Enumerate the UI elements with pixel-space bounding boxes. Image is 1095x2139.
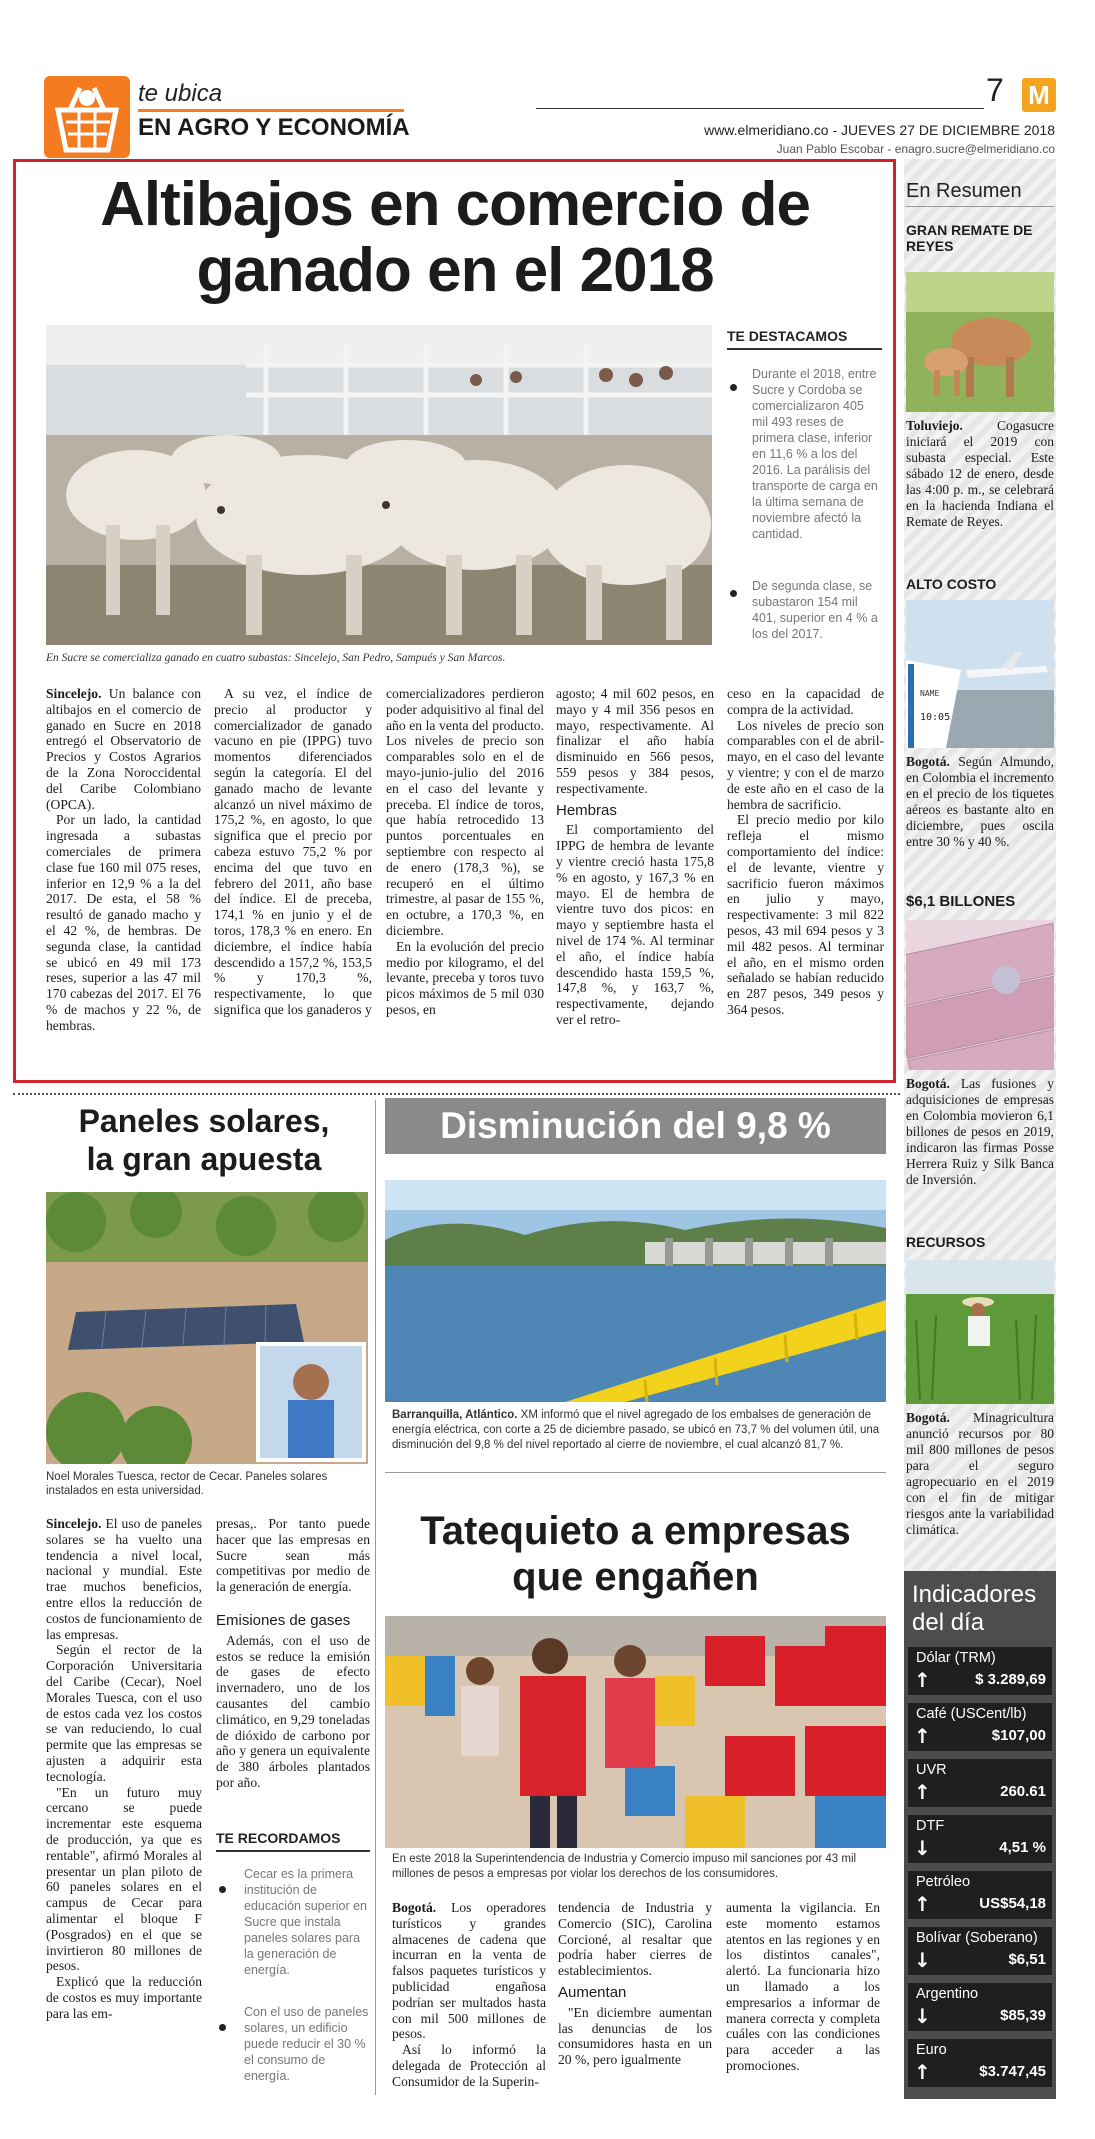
toy-store-photo xyxy=(385,1616,886,1848)
paragraph: Por un lado, la cantidad ingresada a subastas comerciales de primera clase fue 160 mil 075 reses, inferior en 12,9 % a la del 2017. De esta, el 58 % resultó de ganado macho y el 42 %, de hembras. De segunda clase, la cantidad se ubicó en 49 mil 173 reses, superior a las 47 mil 170 cabezas del 2017. El 76 % de machos y 22 %, de hembras. xyxy=(46,812,201,1033)
dateline-lead: Bogotá. xyxy=(906,1076,950,1091)
summary-head-1: GRAN REMATE DE REYES xyxy=(906,222,1033,254)
paragraph: Cogasucre iniciará el 2019 con subasta especial. Este sábado 12 de enero, desde las 4:00 p. m., se celebrará en la hacienda Indiana el Remate de Reyes. xyxy=(906,418,1054,529)
sic-column-1 xyxy=(392,1900,546,2090)
headline-line: que engañen xyxy=(512,1555,759,1599)
solar-caption: Noel Morales Tuesca, rector de Cecar. Paneles solares instalados en esta universidad. xyxy=(46,1471,328,1497)
bullet-dot xyxy=(730,384,737,391)
reservoir-caption xyxy=(392,1408,880,1453)
summary-text-2 xyxy=(906,754,1054,850)
dateline-lead: Bogotá. xyxy=(906,754,950,769)
arrow-up-icon: ↑ xyxy=(914,1724,931,1748)
headline-line: la gran apuesta xyxy=(86,1141,322,1177)
bullet-dot xyxy=(219,2024,226,2031)
paragraph: XM informó que el nivel agregado de los embalses de generación de energía eléctrica, con corte a 25 de diciembre pasado, se ubicó en 73,7 % del volumen útil, una disminución del 9,8 % del nivel reportado al cierre de noviembre, el cual alcanzó 81,7 %. xyxy=(392,1409,880,1451)
paragraph: Un balance con altibajos en el comercio de ganado en Sucre en 2018 entregó el Observatorio de Precios y Costos Agrarios de la Zona Noroccidental del Caribe Colombiano (OPCA). xyxy=(46,686,201,812)
main-column-3 xyxy=(386,686,544,1018)
subhead-aumentan: Aumentan xyxy=(558,1983,627,2001)
indicator-name: Petróleo xyxy=(916,1874,971,1890)
dateline-lead: Sincelejo. xyxy=(46,686,102,701)
header-rule xyxy=(536,108,984,109)
paragraph: A su vez, el índice de precio al productor y comercializador de ganado vacuno en pie (IPPG) tuvo momentos diferenciados según la categoría. El del ganado macho de levante alcanzó un nivel máximo de 175,2 %, en agosto, lo que significa que el precio por cabeza estuvo 75,2 % por encima del que tuvo en febrero del 2011, año base del índice. El de preceba, 174,1 % en junio y el de toros, 178,3 % en enero. En diciembre, el índice había descendido a 157,2 %, 153,5 % y 170,3 %, respectivamente, lo que significa que los ganaderos y xyxy=(214,686,372,1017)
subhead-hembras: Hembras xyxy=(556,801,617,819)
brand-logo: M xyxy=(1022,78,1056,112)
paragraph: aumenta la vigilancia. En este momento estamos atentos en las regiones y en los distintos canales", alertó. La funcionaria hizo un llamado a los empresarios a informar de manera correcta y completa cuáles con las condiciones para acceder a las promociones. xyxy=(726,1900,880,2073)
indicator-row-cafe xyxy=(908,1703,1052,1751)
section-divider xyxy=(13,1093,900,1095)
reservoir-photo xyxy=(385,1180,886,1402)
main-column-5 xyxy=(727,686,884,1018)
arrow-down-icon: ↓ xyxy=(914,2004,931,2028)
reservoir-banner: Disminución del 9,8 % xyxy=(385,1098,886,1154)
paragraph: Así lo informó la delegada de Protección al Consumidor de la Superin- xyxy=(392,2042,546,2089)
paragraph: El precio medio por kilo refleja el mismo comportamiento del índice: el de levante, vientre y sacrificio fueron máximos en julio y mayo, respectivamente: 3 mil 822 pesos, 43 mil 694 pesos y 3 mil 482 pesos. Al terminar el año, en el mismo orden señalado se habían reducido en 287 pesos, 349 pesos y 364 pesos. xyxy=(727,812,884,1017)
paragraph: Según el rector de la Corporación Universitaria del Caribe (Cecar), Noel Morales Tuesca, con el uso de estos cada vez los costos se van reduciendo, lo cual permite que las empresas se ajusten a adquirir esta tecnología. xyxy=(46,1642,202,1784)
main-column-4 xyxy=(556,686,714,1028)
solar-column-2 xyxy=(216,1516,370,1791)
headline-line: Paneles solares, xyxy=(78,1103,330,1139)
indicator-row-argentino xyxy=(908,1983,1052,2031)
svg-text:10:05: 10:05 xyxy=(920,712,951,723)
indicator-row-uvr xyxy=(908,1759,1052,1807)
arrow-down-icon: ↓ xyxy=(914,1948,931,1972)
paragraph: Explicó que la reducción de costos es muy importante para las em- xyxy=(46,1974,202,2021)
main-column-2 xyxy=(214,686,372,1018)
indicator-row-euro xyxy=(908,2039,1052,2087)
column-rule xyxy=(375,1100,376,2095)
sic-headline xyxy=(385,1508,886,1600)
dateline-lead: Sincelejo. xyxy=(46,1516,102,1531)
dateline-lead: Bogotá. xyxy=(392,1900,437,1915)
solar-panels-photo xyxy=(46,1192,368,1464)
indicator-name: UVR xyxy=(916,1762,947,1778)
sic-caption: En este 2018 la Superintendencia de Industria y Comercio impuso mil sanciones por 43 mil millones de pesos a empresas por violar los derechos de los consumidores. xyxy=(392,1853,857,1880)
arrow-up-icon: ↑ xyxy=(914,1668,931,1692)
indicator-name: Euro xyxy=(916,2042,947,2058)
sidebar-rule xyxy=(906,206,1054,207)
ticket-text: NAME xyxy=(920,689,940,698)
indicator-name: Bolívar (Soberano) xyxy=(916,1930,1038,1946)
solar-headline xyxy=(40,1102,368,1178)
paragraph: Minagricultura anunció recursos por 80 mil 800 millones de pesos para el seguro agropecuario en el 2019 con el fin de mitigar riesgos ante la variabilidad climática. xyxy=(906,1410,1054,1537)
sic-column-3 xyxy=(726,1900,880,2074)
destacamos-rule xyxy=(727,348,882,350)
summary-head-4: RECURSOS xyxy=(906,1234,986,1250)
bullet-dot xyxy=(219,1886,226,1893)
destacamos-item-1: Durante el 2018, entre Sucre y Cordoba se comercializaron 405 mil 493 reses de primera clase, inferior en 11,6 % a los del 2016. La parálisis del transporte de carga en la última semana de noviembre afectó la cantidad. xyxy=(752,367,878,541)
paragraph: Según Almundo, en Colombia el incremento en el precio de los tiquetes aéreos es bastante alto en diciembre, pues oscila entre 30 % y 40 %. xyxy=(906,754,1054,849)
solar-column-1 xyxy=(46,1516,202,2022)
byline: Juan Pablo Escobar - enagro.sucre@elmeridiano.co xyxy=(776,142,1055,156)
indicator-row-petroleo xyxy=(908,1871,1052,1919)
paragraph: ceso en la capacidad de compra de la actividad. xyxy=(727,686,884,717)
paragraph: El comportamiento del IPPG de hembra de levante y vientre creció hasta 175,8 % en agosto, y 167,3 % en mayo. El de hembra de vientre tuvo dos picos: en mayo y septiembre hasta el nivel de 174 %. Al terminar el año, el índice había descendido hasta 159,5 %, 147,8 %, y 163,7 %, respectivamente, dejando ver el retro- xyxy=(556,822,714,1027)
paragraph: En la evolución del precio medio por kilogramo, el del levante, preceba y toros tuvo picos máximos de 5 mil 030 pesos, en xyxy=(386,938,544,1017)
indicator-row-bolivar xyxy=(908,1927,1052,1975)
subhead-emisiones: Emisiones de gases xyxy=(216,1611,351,1629)
recordamos-rule xyxy=(216,1850,370,1852)
sidebar-title: En Resumen xyxy=(906,180,1022,202)
destacamos-item-2: De segunda clase, se subastaron 154 mil 401, superior en 4 % a los del 2017. xyxy=(752,579,878,641)
indicator-name: Argentino xyxy=(916,1986,979,2002)
paragraph: presas,. Por tanto puede hacer que las empresas en Sucre sean más competitivas por medio de la generación de energía. xyxy=(216,1516,370,1595)
indicator-row-dtf xyxy=(908,1815,1052,1863)
bullet-dot xyxy=(730,590,737,597)
arrow-up-icon: ↑ xyxy=(914,2060,931,2084)
indicator-value: 4,51 % xyxy=(999,1839,1046,1856)
indicator-value: $85,39 xyxy=(1000,2007,1046,2024)
paragraph: Los niveles de precio son comparables con el de abril-mayo, en el caso del levante y vientre; y con el de marzo de este año en el caso de la hembra de sacrificio. xyxy=(727,717,884,812)
indicator-name: DTF xyxy=(916,1818,945,1834)
indicator-value: $ 3.289,69 xyxy=(975,1671,1046,1688)
dateline: www.elmeridiano.co - JUEVES 27 DE DICIEMBRE 2018 xyxy=(704,122,1055,138)
recordamos-title: TE RECORDAMOS xyxy=(216,1830,341,1846)
indicator-value: $6,51 xyxy=(1008,1951,1046,1968)
arrow-up-icon: ↑ xyxy=(914,1892,931,1916)
indicator-name: Café (USCent/lb) xyxy=(916,1706,1027,1722)
indicator-name: Dólar (TRM) xyxy=(916,1650,996,1666)
summary-text-3 xyxy=(906,1076,1054,1188)
dateline-lead: Toluviejo. xyxy=(906,418,963,433)
summary-text-4 xyxy=(906,1410,1054,1538)
indicator-value: 260.61 xyxy=(1000,1783,1046,1800)
section-rule xyxy=(138,109,404,112)
indicator-row-dolar xyxy=(908,1647,1052,1695)
recordamos-item-1: Cecar es la primera institución de educación superior en Sucre que instala paneles solares para la generación de energía. xyxy=(244,1867,367,1977)
page-number: 7 xyxy=(986,72,1004,108)
paragraph: Los operadores turísticos y grandes almacenes de cadena que incurran en la venta de falsos paquetes turísticos y publicidad engañosa podrían ser multados hasta con mil 500 millones de pesos. xyxy=(392,1900,546,2042)
farmer-field-photo xyxy=(906,1260,1054,1404)
arrow-up-icon: ↑ xyxy=(914,1780,931,1804)
main-photo-caption: En Sucre se comercializa ganado en cuatro subastas: Sincelejo, San Pedro, Sampués y San Marcos. xyxy=(46,652,506,664)
headline-line: Tatequieto a empresas xyxy=(420,1509,851,1553)
paragraph: tendencia de Industria y Comercio (SIC), Carolina Corcioné, al resaltar que podría haber cierres de establecimientos. xyxy=(558,1900,712,1979)
section-logo-basket-icon xyxy=(44,76,130,158)
paragraph: Las fusiones y adquisiciones de empresas en Colombia movieron 6,1 billones de pesos en 2019, indicaron las firmas Posse Herrera Ruiz y Silk Banca de Inversión. xyxy=(906,1076,1054,1187)
main-headline: Altibajos en comercio de ganado en el 2018 xyxy=(100,170,810,305)
indicator-value: US$54,18 xyxy=(979,1895,1046,1912)
dateline-lead: Barranquilla, Atlántico. xyxy=(392,1409,518,1421)
paragraph: "En diciembre aumentan las denuncias de los consumidores hasta en un 20 %, pero igualmente xyxy=(558,2004,712,2068)
section-tagline: te ubica xyxy=(138,80,223,107)
summary-head-2: ALTO COSTO xyxy=(906,576,997,592)
indicators-panel xyxy=(904,1571,1056,2099)
destacamos-title: TE DESTACAMOS xyxy=(727,328,848,344)
paragraph: "En un futuro muy cercano se puede incrementar este esquema de producción, ya que es rentable", afirmó Morales al presentar un plan piloto de 60 paneles solares en el campus de Cecar para alimentar el bloque F (Posgrados) en el que se invirtieron 80 millones de pesos. xyxy=(46,1784,202,1974)
summary-text-1 xyxy=(906,418,1054,530)
cattle-photo xyxy=(46,325,712,645)
paragraph: agosto; 4 mil 602 pesos, en mayo y 4 mil 356 pesos en mayo, respectivamente. Al finalizar el año había disminuido en 566 pesos, 559 pesos y 384 pesos, respectivamente. xyxy=(556,686,714,796)
cow-calf-photo xyxy=(906,272,1054,412)
sic-column-2 xyxy=(558,1900,712,2068)
paragraph: El uso de paneles solares se ha vuelto una tendencia a nivel local, nacional y mundial. Este trae muchos beneficios, entre ellos la reducción de costos de funcionamiento de las empresas. xyxy=(46,1516,202,1642)
banknotes-photo xyxy=(906,920,1054,1070)
dateline-lead: Bogotá. xyxy=(906,1410,950,1425)
paragraph: comercializadores perdieron poder adquisitivo al final del año en la venta del producto. Los niveles de precio son comparables solo en el de mayo-junio-julio del 2016 en el caso del levante y preceba. El índice de toros, que había retrocedido 13 puntos porcentuales en septiembre con respecto al de enero (178,3 %), se recuperó en el último trimestre, al pasar de 155 %, en octubre, a 170,3 %, en diciembre. xyxy=(386,686,544,938)
indicator-value: $3.747,45 xyxy=(979,2063,1046,2080)
indicators-title: Indicadores del día xyxy=(912,1581,1037,1636)
summary-head-3: $6,1 BILLONES xyxy=(906,893,1016,910)
section-name: EN AGRO Y ECONOMÍA xyxy=(138,114,410,141)
main-column-1 xyxy=(46,686,201,1034)
indicator-value: $107,00 xyxy=(991,1727,1046,1744)
section-rule xyxy=(385,1472,886,1473)
recordamos-item-2: Con el uso de paneles solares, un edificio puede reducir el 30 % el consumo de energía. xyxy=(244,2005,369,2083)
arrow-down-icon: ↓ xyxy=(914,1836,931,1860)
airplane-ticket-photo xyxy=(906,600,1054,748)
paragraph: Además, con el uso de estos se reduce la emisión de gases de efecto invernadero, uno de los causantes del cambio climático, en 9,29 toneladas de dióxido de carbono por año y genera un equivalente de 380 árboles plantados por año. xyxy=(216,1632,370,1790)
